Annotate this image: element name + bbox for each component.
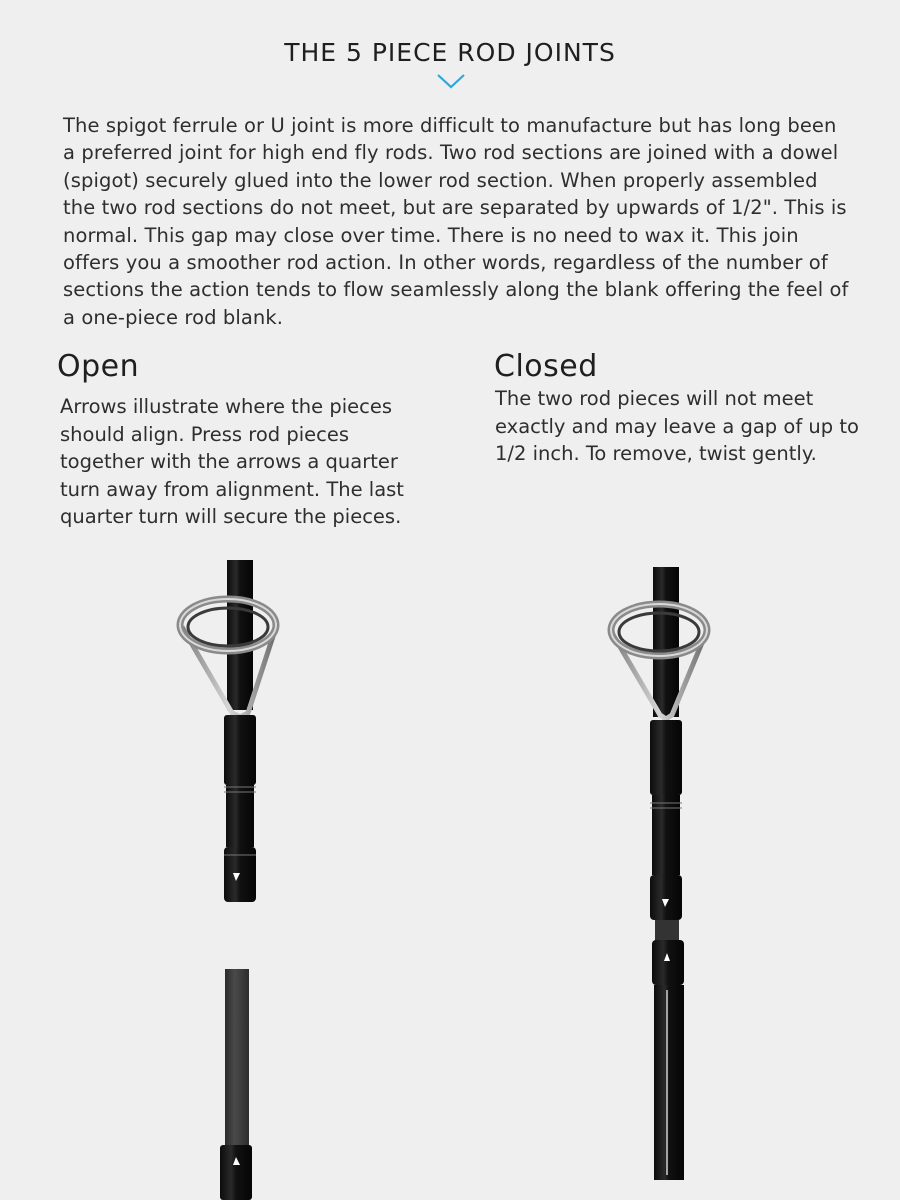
open-heading: Open [57, 349, 140, 384]
closed-description: The two rod pieces will not meet exactly and may leave a gap of up to 1/2 inch. To remove, twist gently. [495, 387, 859, 466]
chevron-down-icon [436, 72, 466, 90]
rod-joint-closed-image [600, 565, 720, 1185]
page-title: THE 5 PIECE ROD JOINTS [284, 38, 616, 67]
open-description: Arrows illustrate where the pieces should align. Press rod pieces together with the arrows a quarter turn away from alignment. The last quarter turn will secure the pieces. [60, 395, 404, 529]
closed-heading: Closed [494, 349, 598, 384]
intro-paragraph: The spigot ferrule or U joint is more difficult to manufacture but has long been a preferred joint for high end fly rods. Two rod sections are joined with a dowel (spigot) securely glued into the lower rod section. When properly assembled the two rod sections do not meet, but are separated by upwards of 1/2". This is normal. This gap may close over time. There is no need to wax it. This join offers you a smoother rod action. In other words, regardless of the number of sections the action tends to flow seamlessly along the blank offering the feel of a one-piece rod blank. [63, 114, 849, 329]
rod-joint-open-image [160, 555, 300, 1200]
